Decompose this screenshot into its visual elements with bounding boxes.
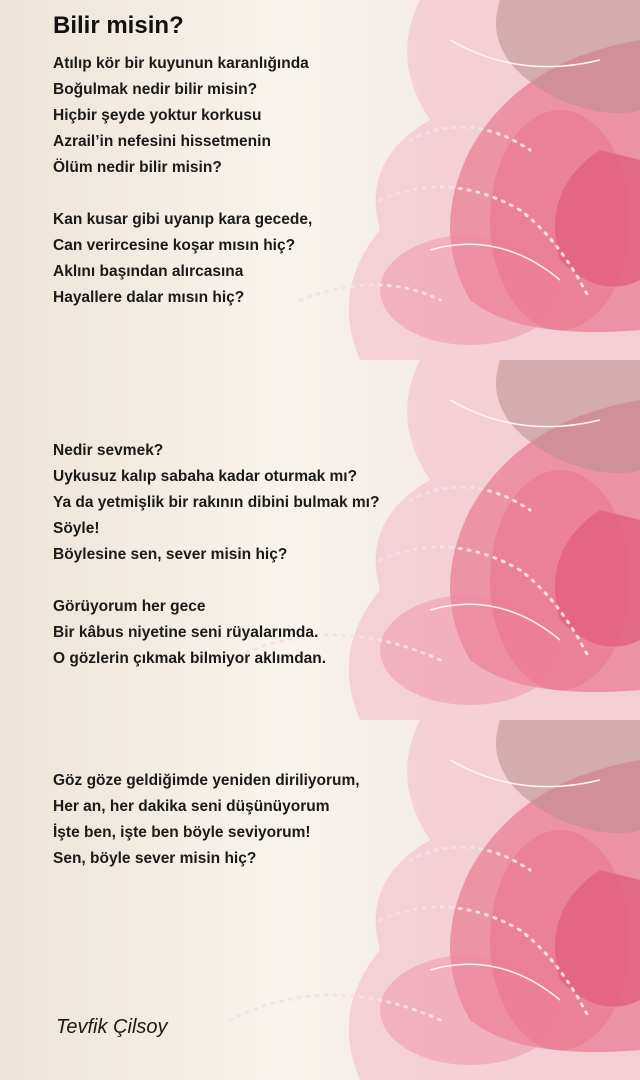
- poem-line: Atılıp kör bir kuyunun karanlığında: [53, 55, 309, 72]
- poem-line: Kan kusar gibi uyanıp kara gecede,: [53, 211, 313, 228]
- poem-line: Göz göze geldiğimde yeniden diriliyorum,: [53, 772, 360, 789]
- poem-line: Can verircesine koşar mısın hiç?: [53, 237, 296, 254]
- poem-line: Hiçbir şeyde yoktur korkusu: [53, 107, 262, 124]
- poem-line: Ya da yetmişlik bir rakının dibini bulmak mı?: [53, 494, 380, 511]
- poem-title: Bilir misin?: [53, 12, 184, 39]
- stanza: [53, 438, 379, 568]
- poem-author: Tevfik Çilsoy: [56, 1016, 168, 1038]
- poem-line: Bir kâbus niyetine seni rüyalarımda.: [53, 624, 319, 641]
- poem-line: Ölüm nedir bilir misin?: [53, 159, 222, 176]
- stanza: [53, 768, 360, 872]
- poem-line: Boğulmak nedir bilir misin?: [53, 81, 258, 98]
- stanza: [53, 207, 312, 311]
- poem-panel-3: [0, 720, 640, 1080]
- poem-line: Uykusuz kalıp sabaha kadar oturmak mı?: [53, 468, 358, 485]
- poem-panel-1: [0, 0, 640, 360]
- poem-line: Hayallere dalar mısın hiç?: [53, 289, 245, 306]
- poem-panel-2: [0, 360, 640, 720]
- poem-line: Azrail’in nefesini hissetmenin: [53, 133, 271, 150]
- poem-line: Söyle!: [53, 520, 100, 537]
- poem-line: Her an, her dakika seni düşünüyorum: [53, 798, 330, 815]
- poem-line: İşte ben, işte ben böyle seviyorum!: [53, 824, 311, 841]
- poem-line: Görüyorum her gece: [53, 598, 206, 615]
- poem-line: Nedir sevmek?: [53, 442, 164, 459]
- poem-line: Böylesine sen, sever misin hiç?: [53, 546, 288, 563]
- poem-line: Sen, böyle sever misin hiç?: [53, 850, 257, 867]
- poem-line: O gözlerin çıkmak bilmiyor aklımdan.: [53, 650, 327, 667]
- stanza: [53, 51, 309, 181]
- stanza: [53, 594, 326, 672]
- poem-line: Aklını başından alırcasına: [53, 263, 244, 280]
